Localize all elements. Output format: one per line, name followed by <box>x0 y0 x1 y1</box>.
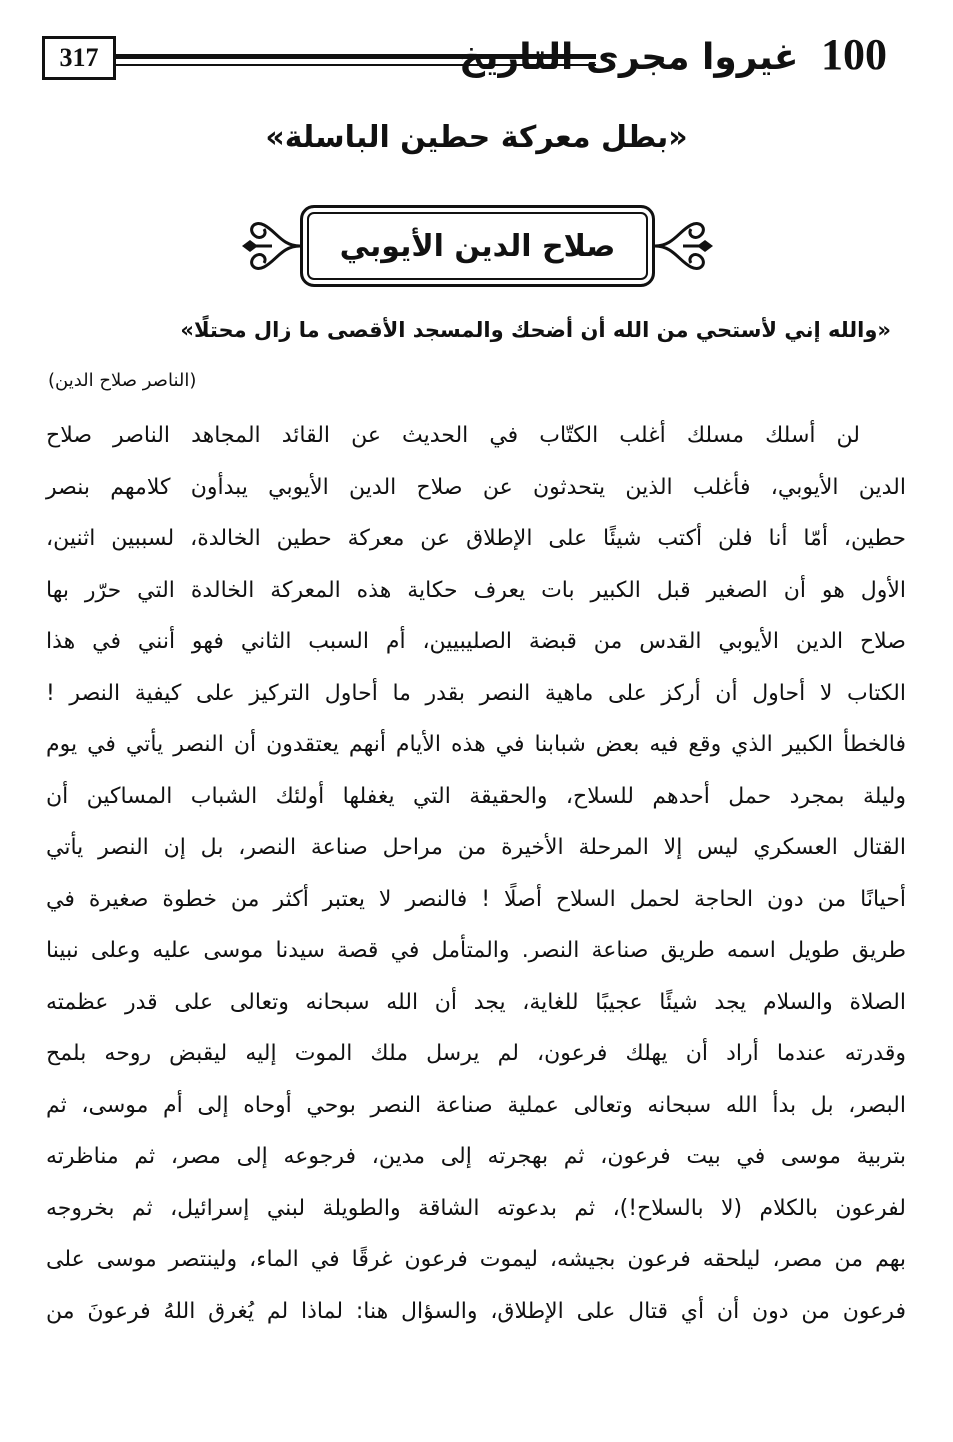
chapter-title: صلاح الدين الأيوبي <box>300 205 655 287</box>
book-title-text: غيروا مجرى التاريخ <box>459 37 799 78</box>
body-line: الصلاة والسلام يجد شيئًا عجيبًا للغاية، يجد أن الله سبحانه وتعالى على قدر عظمته <box>46 989 906 1015</box>
book-number: 100 <box>821 30 887 79</box>
body-line: الدين الأيوبي، فأغلب الذين يتحدثون عن صلاح الدين الأيوبي يبدأون كلامهم بنصر <box>46 474 906 500</box>
body-line: حطين، أمّا أنا فلن أكتب شيئًا على الإطلاق عن معركة حطين الخالدة، لسببين اثنين، <box>46 526 906 551</box>
body-line: الأول هو أن الصغير قبل الكبير بات يعرف حكاية هذه المعركة الخالدة التي حرّر بها <box>46 577 906 603</box>
body-line: وقدرته عندما أراد أن يهلك فرعون، لم يرسل ملك الموت إليه ليقبض روحه بلمح <box>46 1041 906 1066</box>
body-line: لن أسلك مسلك أغلب الكتّاب في الحديث عن القائد المجاهد الناصر صلاح <box>46 423 860 448</box>
body-line: فرعون من دون أن أي قتال على الإطلاق، والسؤال هنا: لماذا لم يُغرق اللهُ فرعونَ من <box>46 1298 906 1324</box>
body-line: وليلة بمجرد حمل أحدهم للسلاح، والحقيقة التي يغفلها أولئك الشباب المساكين أن <box>46 783 906 809</box>
epigraph-quote: «والله إني لأستحي من الله أن أضحك والمسجد الأقصى ما زال محتلًا» <box>180 318 891 342</box>
body-line: بهم من مصر، ليلحقه فرعون بجيشه، ليموت فرعون غرقًا في الماء، ولينتصر موسى على <box>46 1247 906 1272</box>
body-line: بتربية موسى في بيت فرعون، ثم بهجرته إلى مدين، فرجوعه إلى مصر، ثم مناظرته <box>46 1144 906 1169</box>
page-header <box>42 28 887 88</box>
ornament-left-icon <box>242 211 302 281</box>
chapter-subtitle: «بطل معركة حطين الباسلة» <box>265 120 688 155</box>
page-number: 317 <box>59 43 99 72</box>
body-line: أحيانًا من دون الحاجة لحمل السلاح أصلًا ! فالنصر لا يعتبر أكثر من خطوة صغيرة في <box>46 886 906 912</box>
ornament-right-icon <box>653 211 713 281</box>
body-line: طريق طويل اسمه طريق صناعة النصر. والمتأمل في قصة سيدنا موسى عليه وعلى نبينا <box>46 938 906 963</box>
body-line: الكتاب لا أحاول أن أركز على ماهية النصر بقدر ما أحاول التركيز على كيفية النصر ! <box>46 680 906 706</box>
chapter-title-frame <box>250 205 705 287</box>
body-line: القتال العسكري ليس إلا المرحلة الأخيرة من مراحل صناعة النصر، بل إن النصر يأتي <box>46 835 906 860</box>
body-line: صلاح الدين الأيوبي القدس من قبضة الصليبيين، أم السبب الثاني فهو أنني في هذا <box>46 629 906 654</box>
book-title <box>459 28 887 85</box>
body-line: فالخطأ الكبير الذي وقع فيه بعض شبابنا في هذه الأيام أنهم يعتقدون أن النصر يأتي في يوم <box>46 732 906 757</box>
body-line: البصر، بل بدأ الله سبحانه وتعالى عملية صناعة النصر بوحي أوحاه إلى أم موسى، ثم <box>46 1092 906 1118</box>
quote-attribution: (الناصر صلاح الدين) <box>48 370 197 391</box>
body-text <box>46 410 906 1337</box>
page-number-box <box>42 36 116 80</box>
body-line: لفرعون بالكلام (لا بالسلاح!)، ثم بدعوته الشاقة والطويلة لبني إسرائيل، ثم بخروجه <box>46 1195 906 1221</box>
